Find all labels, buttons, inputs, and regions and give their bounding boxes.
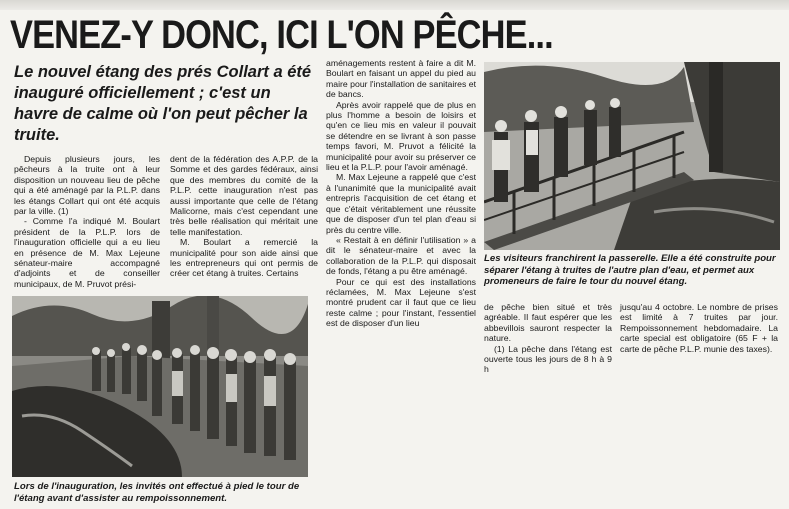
paragraph: Après avoir rappelé que de plus en plus l'homme a besoin de loisirs et qu'en ce lieu mis en valeur il pouvait se détendre en se livrant à son passe temps favori, M. Pruvot a félicité la municipalité pour avoir su préserver ce lieu et la P.L.P. pour l'avoir aménagé.	[326, 99, 476, 173]
article-column-4	[484, 302, 612, 375]
photo-inauguration-crowd	[12, 296, 308, 477]
paragraph: aménagements restent à faire a dit M. Boulart en faisant un appel du pied au maire pour l'installation de sanitaires et de bancs.	[326, 58, 476, 100]
photo-inauguration-crowd-image	[12, 296, 308, 477]
caption-left: Lors de l'inauguration, les invités ont effectué à pied le tour de l'étang avant d'assister au rempoissonnement.	[14, 481, 300, 504]
article-column-5	[620, 302, 778, 354]
paragraph: dent de la fédération des A.P.P. de la Somme et des gardes fédéraux, ainsi que des membres du comité de la P.L.P. cette inauguration n'est pas aussi importante que celle de l'étang Malicorne, mais c'est cependant une très belle réalisation qui méritait une telle manifestation.	[170, 154, 318, 237]
footnote: (1) La pêche dans l'étang est ouverte tous les jours de 8 h à 9 h	[484, 343, 612, 375]
paragraph: Depuis plusieurs jours, les pêcheurs à la truite ont à leur disposition un nouveau lieu de pêche qui a été aménagé par la P.L.P. dans les étangs Collart qui ont été acquis par la ville. (1)	[14, 154, 160, 217]
photo-footbridge-image	[484, 62, 780, 250]
masthead-strip	[0, 0, 789, 10]
headline: VENEZ-Y DONC, ICI L'ON PÊCHE...	[10, 13, 553, 57]
paragraph: - Comme l'a indiqué M. Boulart président de la P.L.P. lors de l'inauguration officielle qui a eu lieu en présence de M. Max Lejeune sénateur-maire accompagné d'adjoints et de conseiller municipaux, de M. Pruvot prési-	[14, 216, 160, 289]
article-column-3	[326, 58, 476, 329]
paragraph: Pour ce qui est des installations réclamées, M. Max Lejeune s'est montré prudent car il faut que ce lieu reste calme ; pour l'instant, l'essentiel est de disposer d'un lieu	[326, 276, 476, 329]
photo-footbridge	[484, 62, 780, 250]
paragraph: « Restait à en définir l'utilisation » a dit le sénateur-maire et avec la collaboration de la P.L.P. qui disposait de fonds, l'étang a pu être aménagé.	[326, 234, 476, 277]
paragraph: M. Boulart a remercié la municipalité pour son aide ainsi que les entrepreneurs qui ont permis de créer cet étang à truites. Certains	[170, 237, 318, 279]
paragraph: jusqu'au 4 octobre. Le nombre de prises est limité à 7 truites par jour. Rempoissonnement hebdomadaire. La carte special est obligatoire (65 F + la carte de pêche P.L.P. munie des taxes).	[620, 302, 778, 354]
lede: Le nouvel étang des prés Collart a été inauguré officiellement ; c'est un havre de calme où l'on peut pêcher la truite.	[14, 63, 312, 144]
paragraph: M. Max Lejeune a rappelé que c'est à l'unanimité que la municipalité avait entrepris l'acquisition de cet étang et que c'était véritablement une réussite que de disposer d'un tel plan d'eau si près du centre ville.	[326, 172, 476, 235]
caption-right: Les visiteurs franchirent la passerelle. Elle a été construite pour séparer l'étang à truites de l'autre plan d'eau, et permet aux promeneurs de faire le tour du nouvel étang.	[484, 253, 776, 287]
article-column-1	[14, 154, 160, 289]
article-column-2	[170, 154, 318, 279]
paragraph: de pêche bien situé et très agréable. Il faut espérer que les abbevillois sauront respecter la nature.	[484, 302, 612, 344]
